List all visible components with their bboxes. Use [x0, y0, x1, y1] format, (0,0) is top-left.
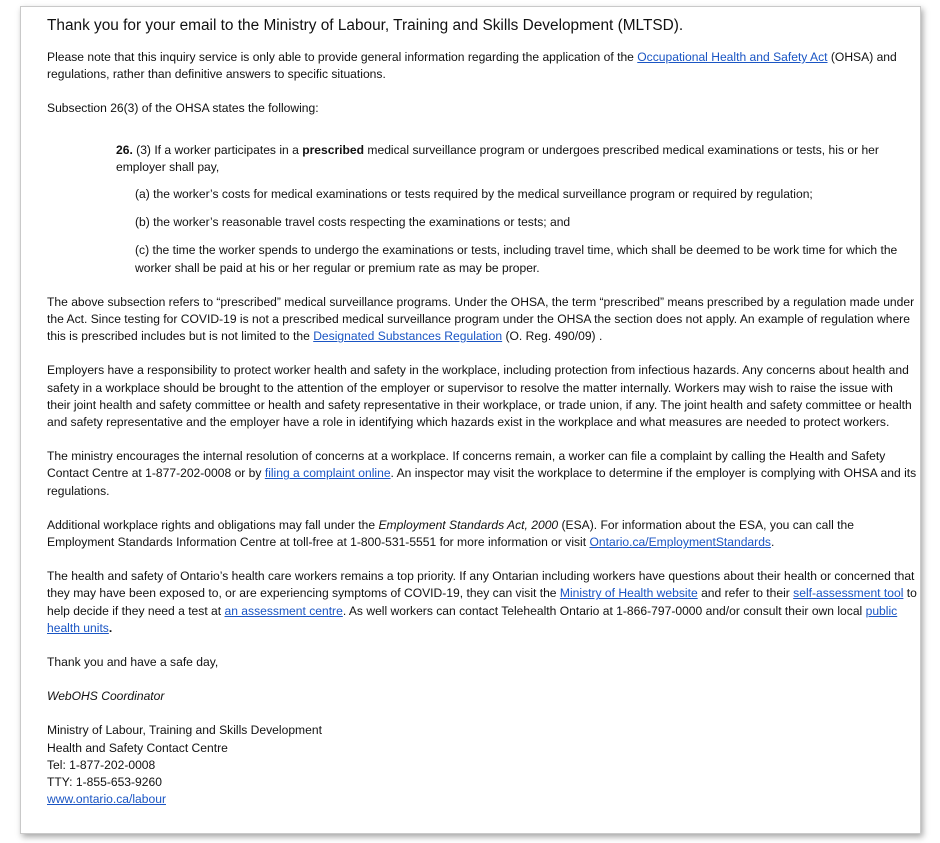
esa-text-middle: (ESA). For information about the ESA, you can call the Employment Standards Information Centre at toll-free at 1-800-531-5551 for more information or visit — [47, 517, 854, 550]
prescribed-paragraph — [47, 294, 917, 346]
contact-website-line — [47, 791, 917, 808]
ministry-paragraph — [47, 448, 917, 500]
prescribed-text-after: (O. Reg. 490/09) . — [502, 329, 603, 344]
self-assessment-link[interactable]: self-assessment tool — [793, 586, 904, 601]
health-text-5: . — [108, 620, 113, 635]
intro-text: Please note that this inquiry service is only able to provide general information regarding the application of the — [47, 50, 638, 64]
assessment-centre-link[interactable]: an assessment centre — [224, 603, 343, 618]
subsection-intro: Subsection 26(3) of the OHSA states the following: — [47, 101, 319, 116]
statute-bold-word: prescribed — [302, 142, 365, 157]
esa-text: Additional workplace rights and obligations may fall under the — [47, 517, 379, 532]
contact-tty: TTY: 1-855-653-9260 — [47, 775, 162, 790]
heading-prefix: Thank you for your email to the — [47, 17, 264, 34]
statute-item-b: (b) the worker’s reasonable travel costs respecting the examinations or tests; and — [135, 215, 571, 230]
esa-act-title: Employment Standards Act, 2000 — [378, 517, 559, 532]
contact-block — [47, 722, 917, 808]
health-text-2: and refer to their — [697, 586, 794, 601]
contact-centre: Health and Safety Contact Centre — [47, 740, 228, 755]
statute-item-a: (a) the worker’s costs for medical examinations or tests required by the medical surveillance program or required by regulation; — [135, 187, 813, 202]
health-text-1: The health and safety of Ontario’s health care workers remains a top priority. If any Ontarian including workers have questions about their health or concerned that they may have been exposed to, or are experiencing symptoms of COVID-19, they can visit the — [47, 569, 915, 601]
statute-number: 26. — [116, 142, 133, 157]
statute-quote — [116, 142, 917, 277]
intro-paragraph — [47, 49, 917, 83]
ministry-text-after: . An inspector may visit the workplace to determine if the employer is complying with OHSA and its regulations. — [47, 466, 917, 498]
contact-org: Ministry of Labour, Training and Skills Development — [47, 723, 322, 738]
statute-text: (3) If a worker participates in a — [132, 142, 303, 157]
esa-paragraph — [47, 517, 917, 551]
employment-standards-link[interactable]: Ontario.ca/EmploymentStandards — [589, 535, 771, 550]
email-document — [20, 6, 921, 834]
email-heading — [47, 15, 917, 37]
ministry-text: The ministry encourages the internal resolution of concerns at a workplace. If concerns remain, a worker can file a complaint by calling the Health and Safety Contact Centre at 1-877-202-0008 or by — [47, 449, 886, 481]
health-text-4: . As well workers can contact Telehealth Ontario at 1-866-797-0000 and/or consult their own local — [342, 603, 866, 618]
ontario-labour-link[interactable]: www.ontario.ca/labour — [47, 792, 166, 807]
heading-ministry: Ministry of Labour, Training and Skills Development (MLTSD). — [263, 17, 684, 34]
employers-paragraph: Employers have a responsibility to protect worker health and safety in the workplace, including protection from infectious hazards. Any concerns about health and safety in a workplace should be brought to the attention of the employer or supervisor to resolve the matter internally. Workers may wish to raise the issue with their joint health and safety committee or health and safety representative in their workplace, or trade union, if any. The joint health and safety committee or health and safety representative and the employer have a role in identifying which hazards exist in the workplace and what measures are needed to protect workers. — [47, 363, 912, 430]
health-paragraph — [47, 568, 917, 637]
esa-text-after: . — [770, 535, 775, 550]
ohsa-link[interactable]: Occupational Health and Safety Act — [637, 50, 828, 64]
statute-lead — [116, 142, 917, 176]
ministry-of-health-link[interactable]: Ministry of Health website — [559, 586, 698, 601]
statute-item-c: (c) the time the worker spends to undergo the examinations or tests, including travel time, which shall be deemed to be work time for which the worker shall be paid at his or her regular or premium rate as may be proper. — [135, 243, 898, 275]
contact-tel: Tel: 1-877-202-0008 — [47, 757, 156, 772]
intro-text-after: (OHSA) and regulations, rather than definitive answers to specific situations. — [47, 50, 897, 82]
health-text-3: to help decide if they need a test at — [47, 586, 917, 618]
email-body — [47, 15, 917, 809]
closing-line: Thank you and have a safe day, — [47, 655, 219, 670]
complaint-online-link[interactable]: filing a complaint online — [264, 466, 391, 481]
signature-title: WebOHS Coordinator — [47, 689, 165, 704]
statute-text-2: medical surveillance program or undergoes prescribed medical examinations or tests, his or her employer shall pay, — [116, 142, 879, 174]
public-health-units-link[interactable]: public health units — [47, 603, 898, 635]
prescribed-text: The above subsection refers to “prescribed” medical surveillance programs. Under the OHSA, the term “prescribed” means prescribed by a regulation made under the Act. Since testing for COVID-19 is not a prescribed medical surveillance program under the OHSA the section does not apply. An example of regulation where this is prescribed includes but is not limited to the — [47, 294, 915, 344]
designated-substances-link[interactable]: Designated Substances Regulation — [313, 329, 503, 344]
